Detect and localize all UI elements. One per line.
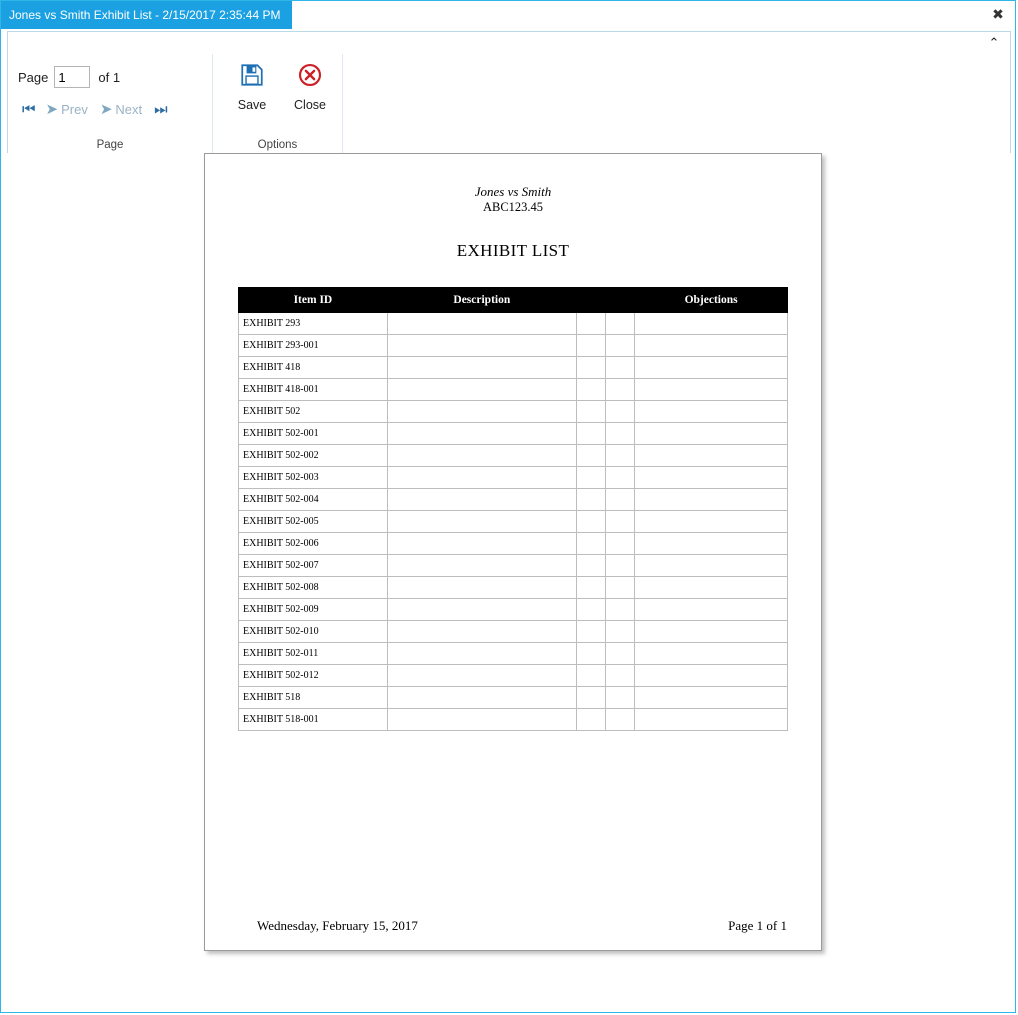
chevron-up-icon[interactable]: ⌃ [988,35,1000,50]
cell-blank-1 [576,335,605,357]
ribbon-group-page-label: Page [96,139,124,151]
close-button[interactable] [281,62,339,112]
cell-objections [635,379,788,401]
cell-item-id: EXHIBIT 502-002 [239,445,388,467]
cell-description [387,335,576,357]
cell-blank-2 [606,643,635,665]
cell-blank-1 [576,665,605,687]
cell-blank-1 [576,489,605,511]
cell-blank-1 [576,643,605,665]
cell-blank-2 [606,401,635,423]
window-title: Jones vs Smith Exhibit List - 2/15/2017 2:35:44 PM [1,1,292,29]
cell-item-id: EXHIBIT 502-008 [239,577,388,599]
cell-objections [635,665,788,687]
cell-item-id: EXHIBIT 502-006 [239,533,388,555]
table-row [239,489,788,511]
ribbon-group-options-label: Options [257,139,298,151]
column-header-description: Description [387,288,576,313]
first-page-icon: ⏮ [22,100,34,118]
cell-objections [635,445,788,467]
document-title: EXHIBIT LIST [456,241,570,260]
cell-blank-2 [606,665,635,687]
cell-blank-1 [576,401,605,423]
cell-blank-1 [576,533,605,555]
prev-page-button[interactable] [42,98,92,120]
cell-blank-1 [576,555,605,577]
cell-objections [635,467,788,489]
table-row [239,511,788,533]
cell-blank-2 [606,577,635,599]
document-case-number: ABC123.45 [482,200,544,214]
cell-description [387,379,576,401]
cell-objections [635,555,788,577]
ribbon [7,31,1011,153]
cell-blank-1 [576,445,605,467]
table-row [239,313,788,335]
cell-blank-1 [576,423,605,445]
cell-item-id: EXHIBIT 502-010 [239,621,388,643]
page-number-row [18,66,120,88]
cell-blank-2 [606,467,635,489]
next-page-label: Next [115,101,143,117]
cell-blank-2 [606,423,635,445]
cell-item-id: EXHIBIT 502-003 [239,467,388,489]
arrow-left-icon: ➤ [45,101,59,118]
ribbon-collapse-bar [7,31,1011,54]
cell-item-id: EXHIBIT 518-001 [239,709,388,731]
column-header-objections: Objections [635,288,788,313]
cell-objections [635,709,788,731]
cell-description [387,577,576,599]
prev-page-label: Prev [61,101,88,117]
table-row [239,665,788,687]
cell-blank-2 [606,379,635,401]
cell-description [387,445,576,467]
cell-blank-2 [606,555,635,577]
cell-item-id: EXHIBIT 502-001 [239,423,388,445]
cell-objections [635,577,788,599]
table-row [239,379,788,401]
cell-description [387,401,576,423]
last-page-icon: ⏭ [154,100,166,118]
cell-description [387,621,576,643]
table-row [239,709,788,731]
column-header-item-id: Item ID [239,288,388,313]
footer-page: Page 1 of 1 [728,918,787,933]
cell-objections [635,533,788,555]
save-button[interactable] [223,62,281,112]
cell-blank-1 [576,313,605,335]
cell-blank-1 [576,687,605,709]
last-page-button[interactable] [150,99,170,120]
cell-blank-1 [576,577,605,599]
table-header-row [239,288,788,313]
cell-blank-1 [576,379,605,401]
cell-description [387,687,576,709]
page-input[interactable] [54,66,90,88]
cell-objections [635,621,788,643]
cell-blank-2 [606,313,635,335]
table-row [239,445,788,467]
footer-date: Wednesday, February 15, 2017 [257,918,418,933]
cell-item-id: EXHIBIT 502 [239,401,388,423]
cell-description [387,357,576,379]
cell-item-id: EXHIBIT 502-012 [239,665,388,687]
cell-blank-2 [606,489,635,511]
preview-area[interactable] [7,153,1011,1006]
close-circle-icon [281,62,339,96]
cell-blank-1 [576,599,605,621]
cell-description [387,665,576,687]
cell-blank-1 [576,511,605,533]
cell-blank-2 [606,621,635,643]
column-header-blank-2 [606,288,635,313]
cell-description [387,533,576,555]
cell-objections [635,357,788,379]
cell-blank-2 [606,599,635,621]
cell-objections [635,511,788,533]
table-row [239,423,788,445]
table-row [239,555,788,577]
cell-description [387,489,576,511]
table-row [239,533,788,555]
page-navigation [18,98,170,120]
table-row [239,599,788,621]
page-total-label: of 1 [98,69,121,85]
cell-description [387,709,576,731]
ribbon-group-options [213,54,343,153]
table-row [239,687,788,709]
next-page-button[interactable] [96,98,146,120]
cell-item-id: EXHIBIT 418-001 [239,379,388,401]
cell-objections [635,687,788,709]
cell-description [387,599,576,621]
cell-blank-1 [576,709,605,731]
cell-description [387,467,576,489]
cell-blank-2 [606,687,635,709]
cell-blank-2 [606,511,635,533]
cell-objections [635,423,788,445]
cell-objections [635,489,788,511]
ribbon-group-page [8,54,213,153]
cell-objections [635,599,788,621]
ribbon-body [7,54,1011,154]
cell-description [387,555,576,577]
table-row [239,357,788,379]
cell-item-id: EXHIBIT 502-011 [239,643,388,665]
cell-item-id: EXHIBIT 502-007 [239,555,388,577]
cell-item-id: EXHIBIT 502-009 [239,599,388,621]
table-row [239,577,788,599]
cell-item-id: EXHIBIT 502-005 [239,511,388,533]
cell-item-id: EXHIBIT 418 [239,357,388,379]
cell-blank-2 [606,445,635,467]
close-label: Close [294,98,326,112]
first-page-button[interactable] [18,99,38,120]
cell-item-id: EXHIBIT 518 [239,687,388,709]
cell-blank-2 [606,533,635,555]
cell-description [387,313,576,335]
cell-objections [635,643,788,665]
arrow-right-icon: ➤ [99,101,113,118]
cell-item-id: EXHIBIT 502-004 [239,489,388,511]
table-row [239,643,788,665]
title-bar [1,1,1015,30]
page-label: Page [18,69,49,85]
document-case-name: Jones vs Smith [474,184,552,199]
cell-blank-1 [576,467,605,489]
cell-objections [635,401,788,423]
document-page [204,153,822,951]
save-label: Save [237,98,267,112]
cell-objections [635,313,788,335]
save-icon [223,62,281,96]
cell-item-id: EXHIBIT 293 [239,313,388,335]
table-row [239,467,788,489]
cell-description [387,423,576,445]
cell-blank-2 [606,357,635,379]
close-icon[interactable]: ✖ [992,6,1004,22]
cell-blank-1 [576,621,605,643]
table-row [239,401,788,423]
cell-item-id: EXHIBIT 293-001 [239,335,388,357]
exhibit-table [238,287,788,731]
cell-objections [635,335,788,357]
cell-blank-2 [606,335,635,357]
cell-description [387,643,576,665]
cell-blank-2 [606,709,635,731]
table-row [239,335,788,357]
cell-blank-1 [576,357,605,379]
cell-description [387,511,576,533]
column-header-blank-1 [576,288,605,313]
table-row [239,621,788,643]
